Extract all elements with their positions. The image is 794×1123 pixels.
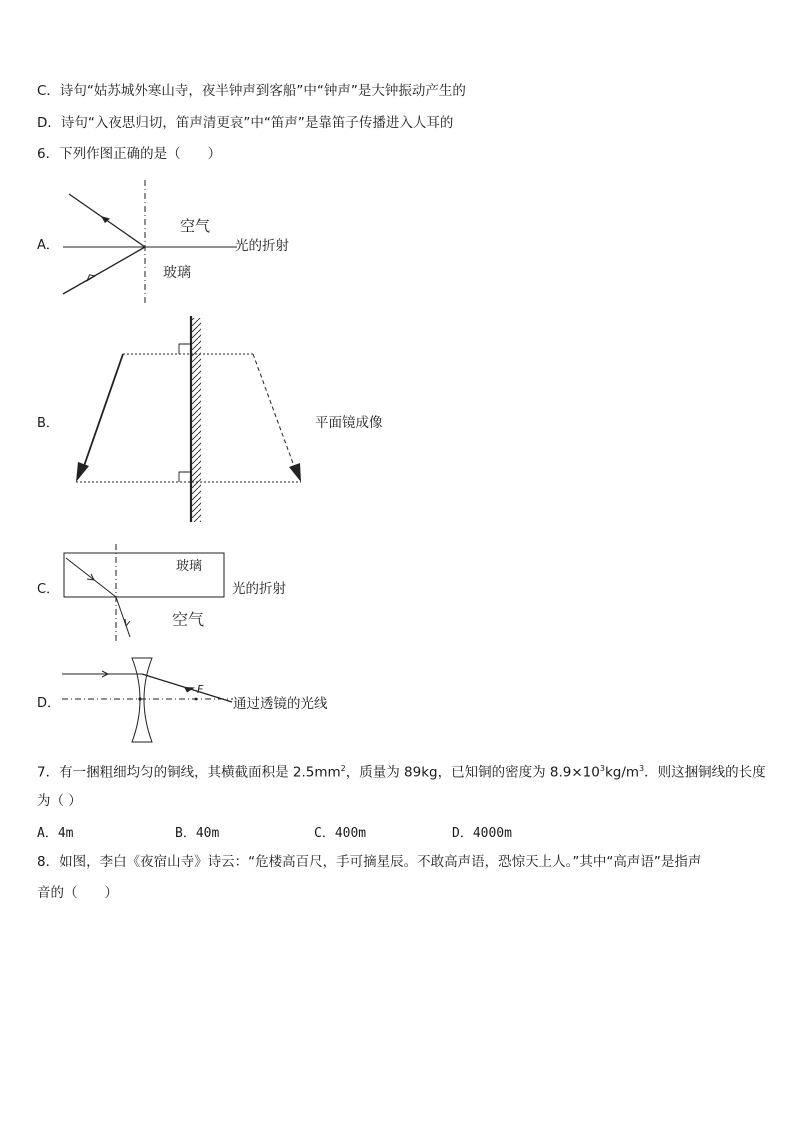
focus-label: F: [197, 683, 204, 696]
right-angle-top: [179, 344, 191, 354]
air-label-a: 空气: [180, 217, 211, 235]
image-arrow: [253, 354, 294, 466]
q7-choice-b: B．40m: [175, 826, 220, 841]
q6-figure-c: [60, 544, 230, 644]
air-label-c: 空气: [172, 610, 205, 629]
q6-option-d-label: D．: [37, 696, 61, 711]
q6-figure-a: [55, 178, 245, 308]
focus-point: [195, 698, 198, 701]
right-angle-bottom: [179, 472, 191, 482]
refracted-ray-a: [63, 247, 145, 294]
q6-option-d-caption: 通过透镜的光线: [233, 696, 328, 712]
object-arrow: [84, 354, 123, 466]
ray-in-air: [116, 597, 130, 637]
q7-choice-a: A．4m: [37, 826, 74, 841]
q7-choice-d: D．4000m: [452, 826, 512, 841]
q6-option-b-caption: 平面镜成像: [315, 415, 383, 431]
q6-option-c-label: C．: [37, 582, 60, 597]
q7-choice-c: C．400m: [314, 826, 367, 841]
glass-label-c: 玻璃: [176, 559, 203, 574]
q6-figure-d: [60, 652, 235, 747]
q6-option-c-caption: 光的折射: [232, 581, 286, 597]
glass-label-a: 玻璃: [163, 265, 191, 281]
q8-stem-line2: 音的（ ）: [37, 885, 118, 901]
q5-option-c: C．诗句“姑苏城外寒山寺，夜半钟声到客船”中“钟声”是大钟振动产生的: [37, 83, 466, 99]
mirror-hatch: [191, 318, 201, 522]
q6-option-a-label: A．: [37, 238, 59, 253]
q8-stem: 8．如图，李白《夜宿山寺》诗云：“危楼高百尺，手可摘星辰。不敢高声语，恐惊天上人。”其中“高声语”是指声: [37, 854, 702, 870]
lens-center: [138, 697, 141, 700]
image-arrowhead: [289, 463, 301, 482]
q7-stem: 7．有一捆粗细均匀的铜线，其横截面积是 $2.5mm^2$，质量为 89kg，已知铜的密度为 $8.9\times 10^3kg/m^3$．则这捆铜线的长度: [37, 764, 766, 781]
q7-stem-line2: 为（ ）: [37, 793, 82, 809]
concave-lens: [132, 658, 152, 742]
q6-option-a-caption: 光的折射: [235, 238, 289, 254]
q5-option-d: D．诗句“入夜思归切，笛声清更哀”中“笛声”是靠笛子传播进入人耳的: [37, 115, 454, 131]
q6-figure-b: [66, 314, 311, 524]
arrow-in-air: [125, 619, 130, 626]
q6-stem: 6．下列作图正确的是（ ）: [37, 146, 222, 162]
q6-option-b-label: B．: [37, 416, 59, 431]
ray-in-glass: [66, 558, 116, 597]
object-arrowhead: [76, 462, 89, 482]
